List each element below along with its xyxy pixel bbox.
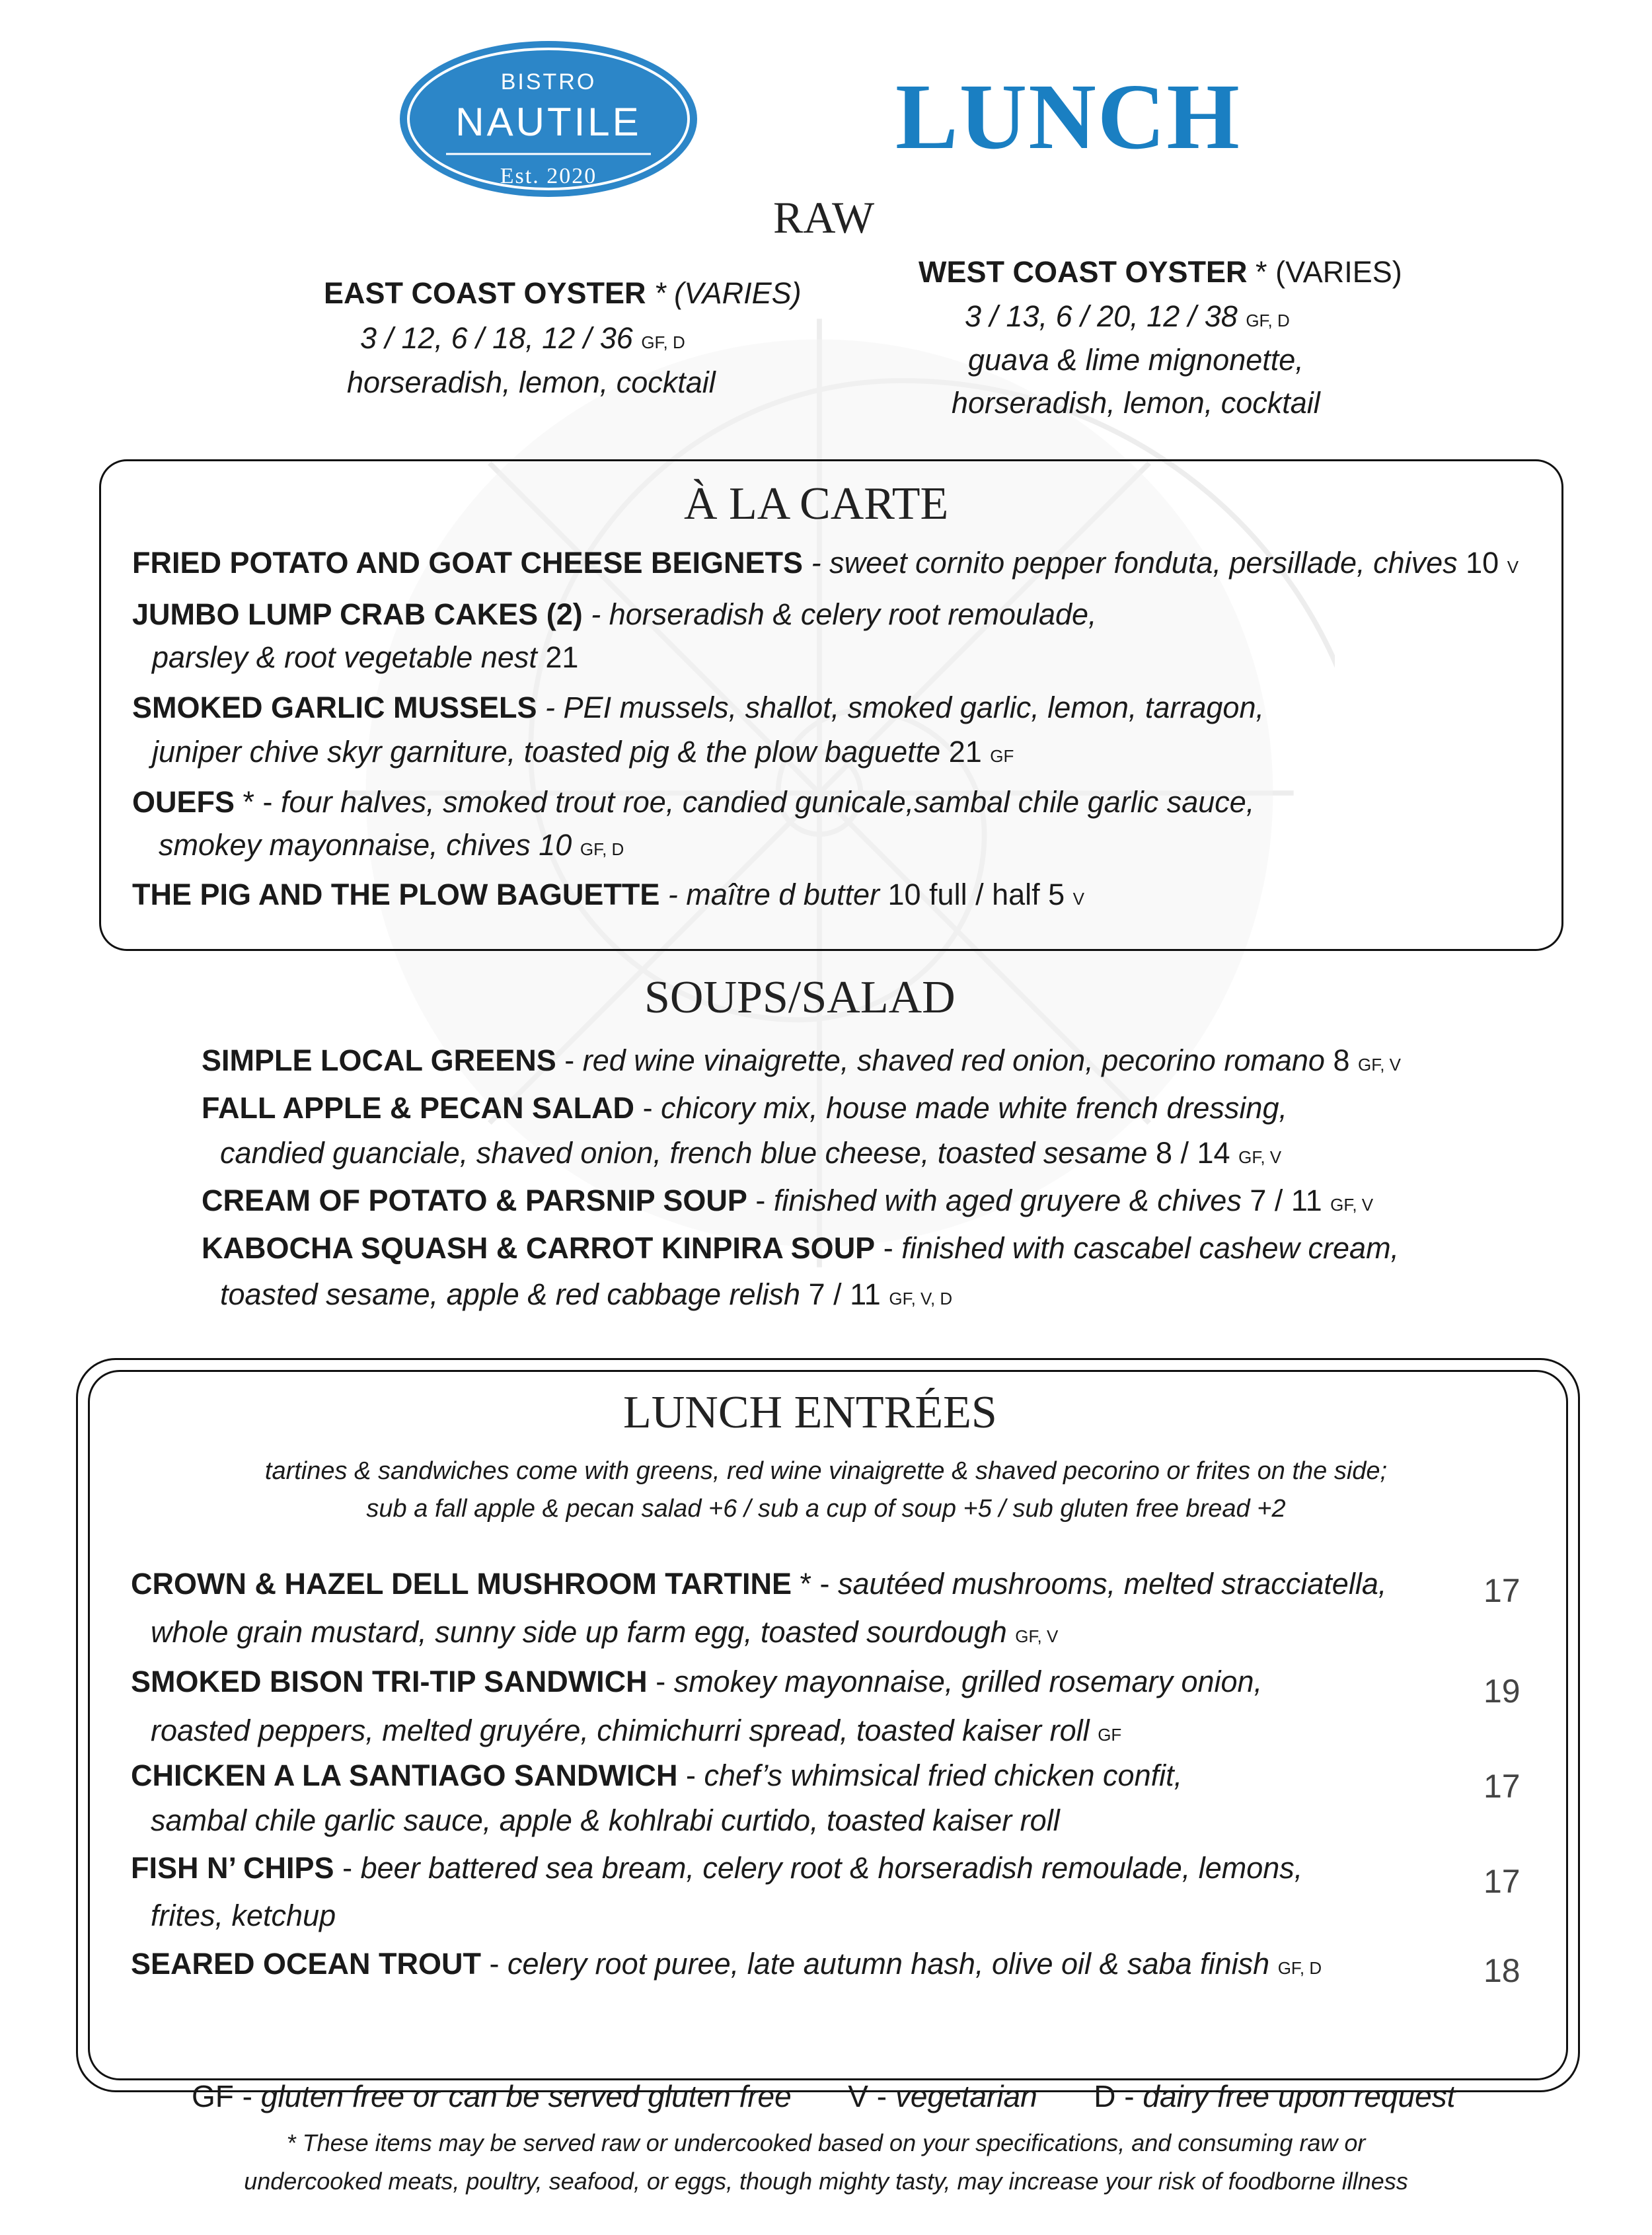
item-desc: - horseradish & celery root remoulade, bbox=[582, 597, 1097, 631]
west-coast-prices bbox=[965, 299, 1290, 334]
item-name: SMOKED BISON TRI-TIP SANDWICH bbox=[131, 1665, 648, 1698]
menu-title: LUNCH bbox=[895, 64, 1241, 169]
item-desc: celery root puree, late autumn hash, olive oil & saba finish bbox=[507, 1947, 1270, 1981]
item-price-bison-sandwich: 19 bbox=[1483, 1673, 1521, 1710]
item-dash: - bbox=[875, 1231, 902, 1265]
item-name: CROWN & HAZEL DELL MUSHROOM TARTINE bbox=[131, 1567, 792, 1601]
disclaimer-line-1: * These items may be served raw or undercooked based on your specifications, and consuming raw or bbox=[286, 2129, 1366, 2156]
menu-item-apple-pecan-salad-line2 bbox=[220, 1135, 1281, 1171]
west-coast-desc-2: horseradish, lemon, cocktail bbox=[952, 386, 1320, 420]
item-desc-2: smokey mayonnaise, chives bbox=[159, 828, 531, 862]
item-varies: (VARIES) bbox=[1275, 255, 1402, 289]
legend-gf-key: GF - bbox=[192, 2079, 261, 2113]
east-coast-oyster bbox=[324, 276, 802, 311]
item-desc: - maître d butter bbox=[659, 878, 880, 911]
item-desc: chicory mix, house made white french dressing, bbox=[661, 1091, 1287, 1125]
item-desc: - PEI mussels, shallot, smoked garlic, lemon, tarragon, bbox=[537, 691, 1264, 724]
item-price-mushroom-tartine: 17 bbox=[1483, 1572, 1521, 1609]
item-dash: - bbox=[556, 1043, 583, 1077]
item-star: * - bbox=[235, 785, 282, 819]
item-desc: beer battered sea bream, celery root & horseradish remoulade, lemons, bbox=[360, 1851, 1303, 1885]
diet-legend bbox=[192, 2078, 1455, 2115]
soups-salad-heading: SOUPS/SALAD bbox=[644, 972, 956, 1023]
menu-item-mushroom-tartine-line2 bbox=[151, 1614, 1058, 1650]
item-name: SMOKED GARLIC MUSSELS bbox=[132, 691, 537, 724]
item-name: KABOCHA SQUASH & CARROT KINPIRA SOUP bbox=[202, 1231, 876, 1265]
menu-item-mushroom-tartine bbox=[131, 1566, 1386, 1602]
item-desc-2: parsley & root vegetable nest bbox=[152, 640, 537, 674]
item-star: * - bbox=[791, 1567, 838, 1601]
item-price: 7 / 11 bbox=[1250, 1184, 1322, 1217]
item-name: FRIED POTATO AND GOAT CHEESE BEIGNETS bbox=[132, 546, 804, 580]
item-desc: finished with aged gruyere & chives bbox=[773, 1184, 1242, 1217]
item-name: OUEFS bbox=[132, 785, 235, 819]
legend-v-key: V - bbox=[848, 2079, 895, 2113]
diet-tags: GF, V bbox=[1238, 1147, 1282, 1167]
item-price: 7 / 11 bbox=[808, 1277, 881, 1311]
diet-tags: GF, D bbox=[580, 839, 624, 859]
menu-item-chicken-sandwich bbox=[131, 1758, 1182, 1794]
legend-gf-desc: gluten free or can be served gluten free bbox=[260, 2079, 792, 2113]
logo-nautile-text: NAUTILE bbox=[455, 100, 642, 144]
entrees-note-2: sub a fall apple & pecan salad +6 / sub a cup of soup +5 / sub gluten free bread +2 bbox=[366, 1495, 1286, 1523]
lunch-entrees-heading: LUNCH ENTRÉES bbox=[623, 1387, 997, 1438]
item-price: 8 / 14 bbox=[1155, 1136, 1230, 1170]
legend-d-key: D - bbox=[1094, 2079, 1143, 2113]
item-name: SEARED OCEAN TROUT bbox=[131, 1947, 482, 1981]
prices: 3 / 12, 6 / 18, 12 / 36 bbox=[360, 321, 633, 355]
item-desc-2: roasted peppers, melted gruyére, chimichurri spread, toasted kaiser roll bbox=[151, 1714, 1090, 1747]
item-desc-2: juniper chive skyr garniture, toasted pig & the plow baguette bbox=[152, 735, 941, 769]
item-desc-2: toasted sesame, apple & red cabbage relish bbox=[220, 1277, 801, 1311]
menu-item-mussels-line2 bbox=[152, 734, 1014, 770]
menu-item-potato-parsnip-soup bbox=[202, 1183, 1373, 1219]
item-dash: - bbox=[634, 1091, 661, 1125]
item-name: SIMPLE LOCAL GREENS bbox=[202, 1043, 556, 1077]
item-dash: - bbox=[647, 1665, 674, 1698]
diet-tags: V bbox=[1507, 557, 1519, 577]
diet-tags: GF, D bbox=[641, 332, 685, 352]
west-coast-oyster bbox=[919, 254, 1402, 290]
diet-tags: GF, D bbox=[1246, 311, 1290, 330]
menu-item-bison-sandwich bbox=[131, 1664, 1262, 1700]
item-price-fish-chips: 17 bbox=[1483, 1863, 1521, 1900]
item-price: 21 bbox=[948, 735, 982, 769]
item-desc: - sweet cornito pepper fonduta, persillade, chives bbox=[803, 546, 1458, 580]
east-coast-prices bbox=[360, 321, 685, 356]
item-price-ocean-trout: 18 bbox=[1483, 1952, 1521, 1989]
disclaimer-line-2: undercooked meats, poultry, seafood, or eggs, though mighty tasty, may increase your risk of foodborne illness bbox=[244, 2168, 1408, 2195]
menu-item-crab-cakes bbox=[132, 597, 1097, 632]
diet-tags: GF bbox=[990, 746, 1014, 766]
item-name: THE PIG AND THE PLOW BAGUETTE bbox=[132, 878, 660, 911]
bistro-nautile-logo bbox=[396, 36, 700, 202]
item-price: 8 bbox=[1333, 1043, 1350, 1077]
item-desc: finished with cascabel cashew cream, bbox=[901, 1231, 1400, 1265]
east-coast-desc: horseradish, lemon, cocktail bbox=[347, 365, 716, 399]
diet-tags: GF, V, D bbox=[889, 1289, 953, 1308]
logo-bistro-text: BISTRO bbox=[500, 69, 597, 95]
menu-item-fish-chips bbox=[131, 1850, 1302, 1886]
menu-item-baguette bbox=[132, 877, 1084, 913]
legend-v-desc: vegetarian bbox=[895, 2079, 1037, 2113]
item-price-chicken-sandwich: 17 bbox=[1483, 1768, 1521, 1805]
menu-item-beignets bbox=[132, 545, 1519, 581]
item-price: 10 bbox=[1466, 546, 1499, 580]
diet-tags: GF, V bbox=[1357, 1055, 1401, 1075]
menu-item-greens bbox=[202, 1043, 1401, 1079]
menu-item-kabocha-soup bbox=[202, 1231, 1399, 1266]
menu-item-apple-pecan-salad bbox=[202, 1090, 1287, 1126]
item-price: 21 bbox=[545, 640, 579, 674]
diet-tags: GF, D bbox=[1277, 1958, 1322, 1978]
legend-d-desc: dairy free upon request bbox=[1143, 2079, 1456, 2113]
item-dash: - bbox=[334, 1851, 361, 1885]
item-name: JUMBO LUMP CRAB CAKES (2) bbox=[132, 597, 583, 631]
item-desc: chef’s whimsical fried chicken confit, bbox=[704, 1759, 1183, 1792]
menu-item-chicken-sandwich-line2 bbox=[151, 1803, 1060, 1838]
menu-item-mussels bbox=[132, 690, 1264, 726]
item-desc-2: whole grain mustard, sunny side up farm egg, toasted sourdough bbox=[151, 1615, 1007, 1649]
menu-item-bison-sandwich-line2 bbox=[151, 1713, 1121, 1749]
item-dash: - bbox=[481, 1947, 508, 1981]
item-dash: - bbox=[677, 1759, 704, 1792]
logo-est-text: Est. 2020 bbox=[500, 164, 597, 188]
item-desc-2: frites, ketchup bbox=[151, 1899, 336, 1932]
item-desc: four halves, smoked trout roe, candied gunicale,sambal chile garlic sauce, bbox=[281, 785, 1255, 819]
menu-item-crab-cakes-line2 bbox=[152, 640, 578, 675]
item-varies: (VARIES) bbox=[674, 276, 802, 310]
item-star: * bbox=[1256, 255, 1267, 289]
item-name: CREAM OF POTATO & PARSNIP SOUP bbox=[202, 1184, 747, 1217]
west-coast-desc-1: guava & lime mignonette, bbox=[968, 343, 1304, 377]
item-name: EAST COAST OYSTER bbox=[324, 276, 646, 310]
item-name: CHICKEN A LA SANTIAGO SANDWICH bbox=[131, 1759, 678, 1792]
menu-item-oeufs-line2 bbox=[159, 827, 624, 863]
menu-item-ocean-trout bbox=[131, 1946, 1322, 1982]
item-desc-2: sambal chile garlic sauce, apple & kohlrabi curtido, toasted kaiser roll bbox=[151, 1803, 1060, 1837]
menu-item-fish-chips-line2 bbox=[151, 1898, 336, 1934]
menu-item-oeufs bbox=[132, 784, 1254, 820]
diet-tags: GF, V bbox=[1015, 1626, 1059, 1646]
item-price: 10 bbox=[539, 828, 572, 862]
entrees-note-1: tartines & sandwiches come with greens, red wine vinaigrette & shaved pecorino or frites on the side; bbox=[264, 1457, 1388, 1485]
a-la-carte-heading: À LA CARTE bbox=[684, 478, 949, 529]
item-name: WEST COAST OYSTER bbox=[919, 255, 1248, 289]
diet-tags: GF bbox=[1098, 1725, 1122, 1745]
item-desc: sautéed mushrooms, melted stracciatella, bbox=[837, 1567, 1387, 1601]
item-name: FALL APPLE & PECAN SALAD bbox=[202, 1091, 635, 1125]
item-desc: red wine vinaigrette, shaved red onion, pecorino romano bbox=[582, 1043, 1325, 1077]
item-price: 10 full / half 5 bbox=[887, 878, 1065, 911]
item-desc: smokey mayonnaise, grilled rosemary onion, bbox=[673, 1665, 1263, 1698]
item-dash: - bbox=[747, 1184, 774, 1217]
diet-tags: GF, V bbox=[1330, 1195, 1374, 1215]
item-name: FISH N’ CHIPS bbox=[131, 1851, 334, 1885]
item-desc-2: candied guanciale, shaved onion, french blue cheese, toasted sesame bbox=[220, 1136, 1148, 1170]
menu-item-kabocha-soup-line2 bbox=[220, 1277, 952, 1312]
diet-tags: V bbox=[1072, 889, 1085, 909]
raw-heading: RAW bbox=[773, 192, 875, 243]
item-star: * bbox=[654, 276, 666, 310]
prices: 3 / 13, 6 / 20, 12 / 38 bbox=[965, 299, 1238, 333]
